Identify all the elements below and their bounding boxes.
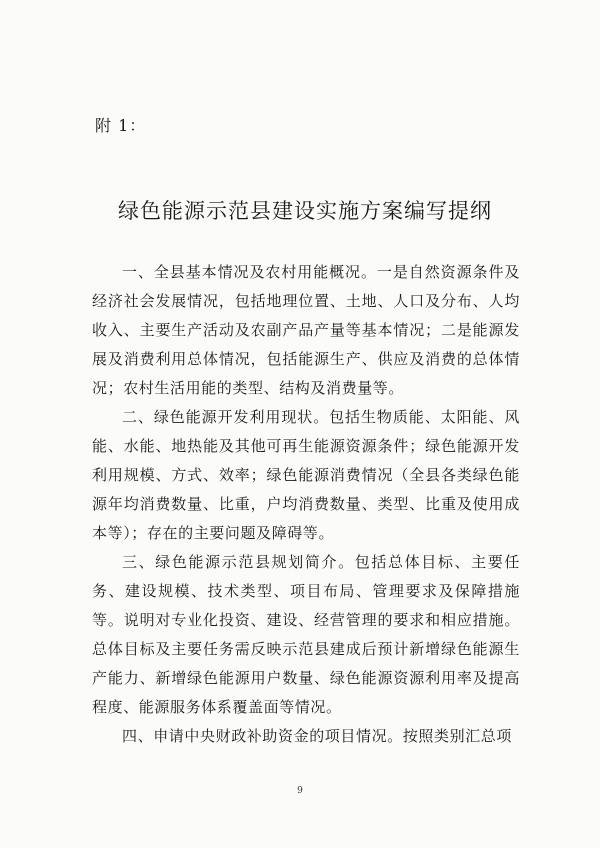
- paragraph-1: 一、全县基本情况及农村用能概况。一是自然资源条件及经济社会发展情况，包括地理位置、土地、人口及分布、人均收入、主要生产活动及农副产品产量等基本情况；二是能源发展及消费利用总体情况，包括能源生产、供应及消费的总体情况；农村生活用能的类型、结构及消费量等。: [92, 263, 520, 397]
- paragraph-3: 三、绿色能源示范县规划简介。包括总体目标、主要任务、建设规模、技术类型、项目布局、管理要求及保障措施等。说明对专业化投资、建设、经营管理的要求和相应措施。总体目标及主要任务需反映示范县建成后预计新增绿色能源生产能力、新增绿色能源用户数量、绿色能源资源利用率及提高程度、能源服务体系覆盖面等情况。: [92, 553, 520, 716]
- document-title: 绿色能源示范县建设实施方案编写提纲: [118, 199, 492, 223]
- page-number: 9: [297, 786, 303, 796]
- paragraph-2: 二、绿色能源开发利用现状。包括生物质能、太阳能、风能、水能、地热能及其他可再生能源资源条件；绿色能源开发利用规模、方式、效率；绿色能源消费情况（全县各类绿色能源年均消费数量、比重，户均消费数量、类型、比重及使用成本等）；存在的主要问题及障碍等。: [92, 408, 520, 542]
- attachment-label: 附 1：: [95, 116, 147, 135]
- document-body: [92, 258, 520, 751]
- paragraph-4: 四、申请中央财政补助资金的项目情况。按照类别汇总项: [122, 727, 513, 745]
